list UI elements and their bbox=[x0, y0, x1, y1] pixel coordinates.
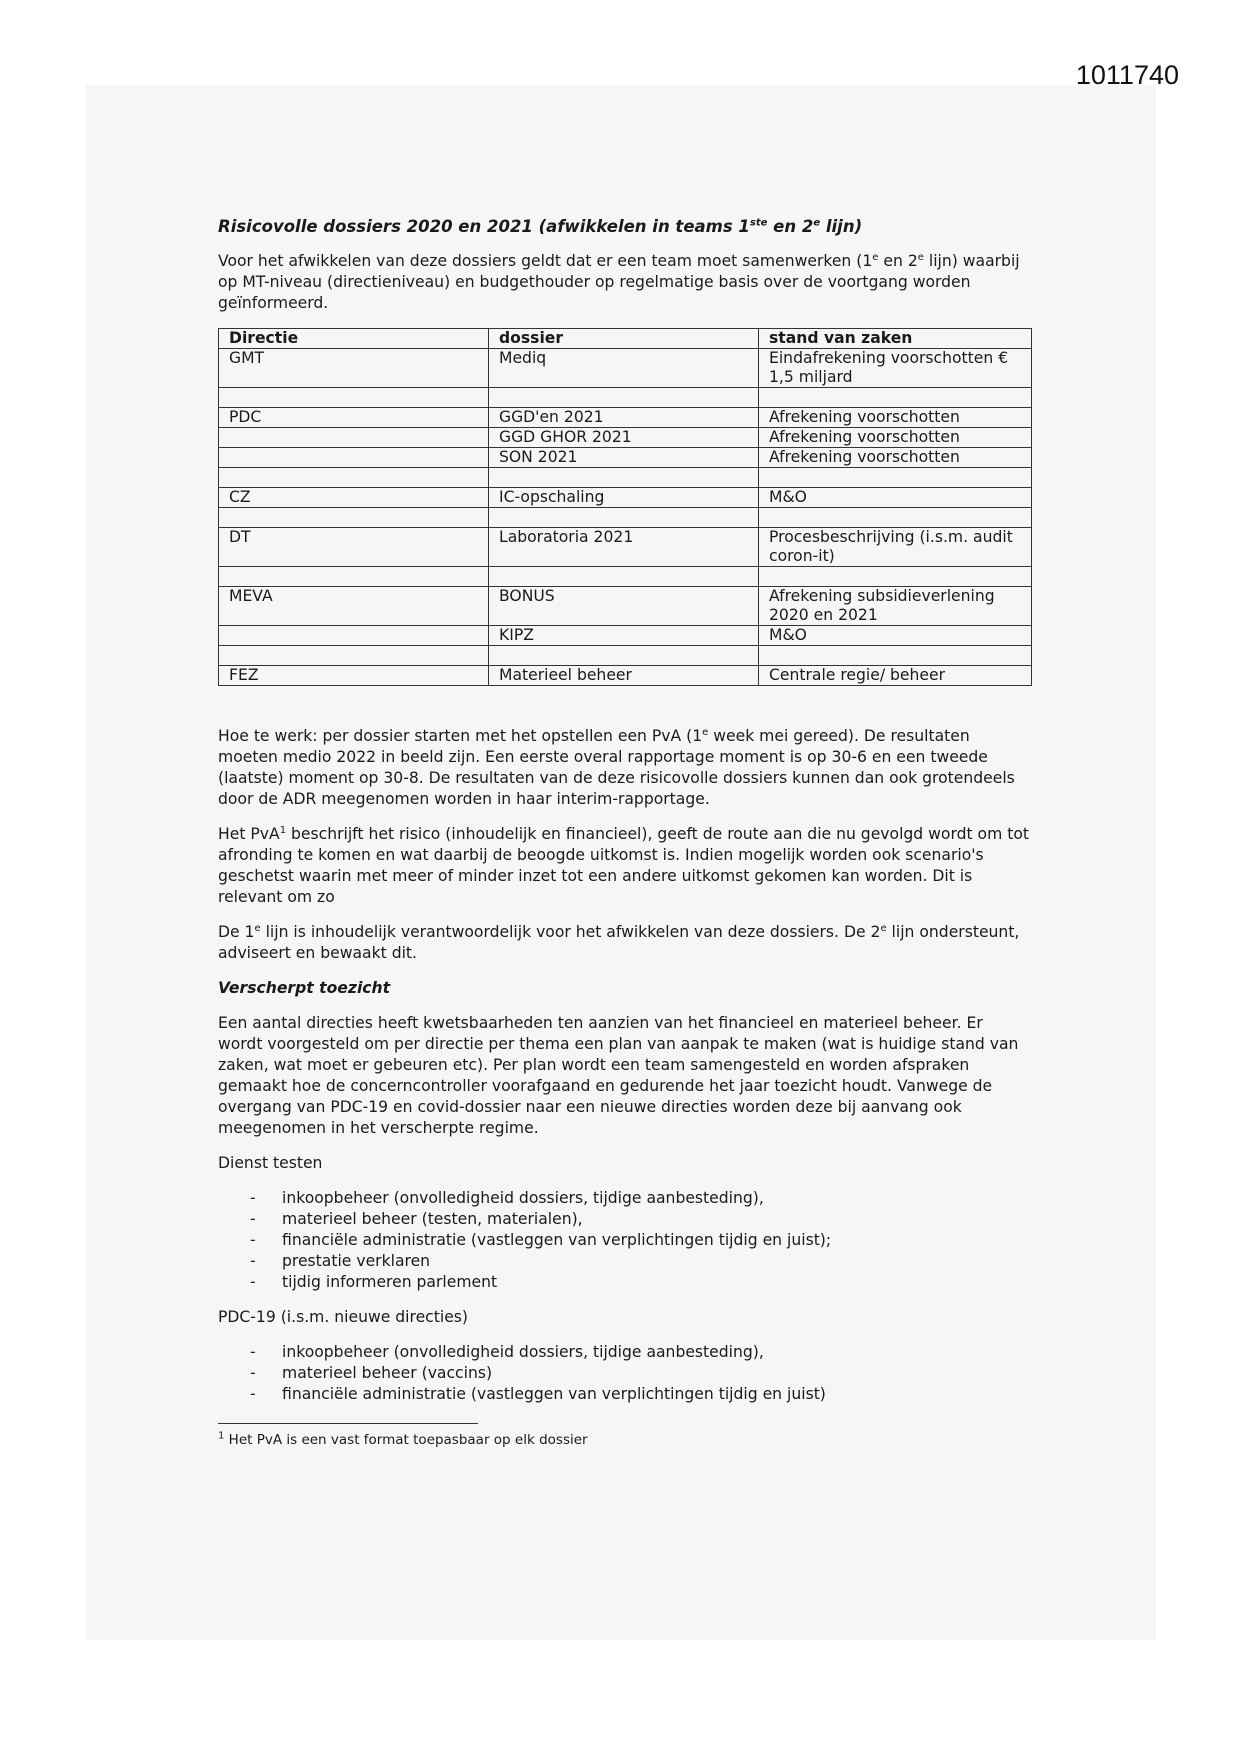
table-row bbox=[219, 488, 1032, 508]
table-row bbox=[219, 388, 1032, 408]
table-cell bbox=[219, 567, 489, 587]
table-cell: Centrale regie/ beheer bbox=[759, 666, 1032, 686]
table-cell bbox=[759, 567, 1032, 587]
table-row bbox=[219, 508, 1032, 528]
pva-paragraph: Het PvA$^1$ beschrijft het risico (inhoudelijk en financieel), geeft de route aan die nu gevolgd wordt om tot afronding te komen en wat daarbij de beoogde uitkomst is. Indien mogelijk worden ook scenario's geschetst waarin met meer of minder inzet tot een andere uitkomst gekomen kan worden. Dit is relevant om zo bbox=[218, 824, 1030, 906]
table-cell: M&O bbox=[759, 626, 1032, 646]
table-cell: Afrekening subsidieverlening 2020 en 2021 bbox=[759, 587, 1032, 626]
table-cell: Laboratoria 2021 bbox=[489, 528, 759, 567]
table-cell: Procesbeschrijving (i.s.m. audit coron-it) bbox=[759, 528, 1032, 567]
table-cell bbox=[489, 508, 759, 528]
section-heading: Risicovolle dossiers 2020 en 2021 (afwikkelen in teams 1ste en 2e lijn) bbox=[218, 217, 863, 236]
subheading: Verscherpt toezicht bbox=[218, 979, 391, 997]
table-cell: M&O bbox=[759, 488, 1032, 508]
table-cell: Afrekening voorschotten bbox=[759, 448, 1032, 468]
table-row bbox=[219, 646, 1032, 666]
table-cell bbox=[489, 646, 759, 666]
table-row bbox=[219, 448, 1032, 468]
table-row bbox=[219, 528, 1032, 567]
pdc19-list bbox=[218, 1342, 1030, 1405]
footnote-reference[interactable]: 1 bbox=[279, 824, 287, 836]
table-row bbox=[219, 408, 1032, 428]
table-cell: GGD GHOR 2021 bbox=[489, 428, 759, 448]
list-item: - prestatie verklaren bbox=[218, 1251, 1030, 1272]
dienst-testen-list bbox=[218, 1188, 1030, 1293]
table-cell: Mediq bbox=[489, 349, 759, 388]
table-cell: Afrekening voorschotten bbox=[759, 428, 1032, 448]
table-cell: PDC bbox=[219, 408, 489, 428]
table-cell bbox=[759, 508, 1032, 528]
intro-paragraph: Voor het afwikkelen van deze dossiers geldt dat er een team moet samenwerken (1e en 2e lijn) waarbij op MT-niveau (directieniveau) en budgethouder op regelmatige basis over de voortgang worden geïnformeerd. bbox=[218, 251, 1020, 312]
list-item: - inkoopbeheer (onvolledigheid dossiers, tijdige aanbesteding), bbox=[218, 1188, 1030, 1209]
table-row bbox=[219, 666, 1032, 686]
table-cell: Materieel beheer bbox=[489, 666, 759, 686]
table-cell: CZ bbox=[219, 488, 489, 508]
list-item: - financiële administratie (vastleggen van verplichtingen tijdig en juist) bbox=[218, 1384, 1030, 1405]
table-cell: KIPZ bbox=[489, 626, 759, 646]
table-cell bbox=[489, 468, 759, 488]
list-title: PDC-19 (i.s.m. nieuwe directies) bbox=[218, 1308, 468, 1326]
list-item: - financiële administratie (vastleggen van verplichtingen tijdig en juist); bbox=[218, 1230, 1030, 1251]
table-cell: Afrekening voorschotten bbox=[759, 408, 1032, 428]
table-row bbox=[219, 468, 1032, 488]
column-header: dossier bbox=[489, 329, 759, 349]
table-row bbox=[219, 567, 1032, 587]
table-cell bbox=[219, 646, 489, 666]
table-cell: IC-opschaling bbox=[489, 488, 759, 508]
table-cell bbox=[219, 468, 489, 488]
dossier-table bbox=[218, 328, 1032, 686]
table-cell bbox=[489, 567, 759, 587]
table-cell bbox=[219, 448, 489, 468]
table-cell bbox=[219, 388, 489, 408]
column-header: stand van zaken bbox=[759, 329, 1032, 349]
footnote: $^1$ Het PvA is een vast format toepasbaar op elk dossier bbox=[218, 1430, 588, 1448]
table-row bbox=[219, 626, 1032, 646]
column-header: Directie bbox=[219, 329, 489, 349]
table-cell: SON 2021 bbox=[489, 448, 759, 468]
table-cell bbox=[219, 428, 489, 448]
list-item: - materieel beheer (vaccins) bbox=[218, 1363, 1030, 1384]
table-row bbox=[219, 587, 1032, 626]
list-item: - materieel beheer (testen, materialen), bbox=[218, 1209, 1030, 1230]
footnote-divider bbox=[218, 1423, 478, 1424]
table-cell: GMT bbox=[219, 349, 489, 388]
list-item: - tijdig informeren parlement bbox=[218, 1272, 1030, 1293]
table-header-row bbox=[219, 329, 1032, 349]
table-cell: MEVA bbox=[219, 587, 489, 626]
toezicht-paragraph: Een aantal directies heeft kwetsbaarheden ten aanzien van het financieel en materieel beheer. Er wordt voorgesteld om per directie per thema een plan van aanpak te maken (wat is huidige stand van zaken, wat moet er gebeuren etc). Per plan wordt een team samengesteld en worden afspraken gemaakt hoe de concerncontroller voorafgaand en gedurende het jaar toezicht houdt. Vanwege de overgang van PDC-19 en covid-dossier naar een nieuwe directies worden deze bij aanvang ook meegenomen in het verscherpte regime. bbox=[218, 1014, 1019, 1137]
list-title: Dienst testen bbox=[218, 1154, 323, 1172]
list-item: - inkoopbeheer (onvolledigheid dossiers, tijdige aanbesteding), bbox=[218, 1342, 1030, 1363]
table-row bbox=[219, 349, 1032, 388]
table-cell bbox=[219, 508, 489, 528]
table-row bbox=[219, 428, 1032, 448]
table-cell bbox=[219, 626, 489, 646]
table-cell bbox=[759, 468, 1032, 488]
table-cell: GGD'en 2021 bbox=[489, 408, 759, 428]
table-cell: BONUS bbox=[489, 587, 759, 626]
table-cell bbox=[759, 388, 1032, 408]
lijn-paragraph: De 1e lijn is inhoudelijk verantwoordelijk voor het afwikkelen van deze dossiers. De 2e lijn ondersteunt, adviseert en bewaakt dit. bbox=[218, 922, 1020, 962]
document-number: 1011740 bbox=[1075, 60, 1179, 90]
table-cell: Eindafrekening voorschotten € 1,5 miljard bbox=[759, 349, 1032, 388]
document-body bbox=[218, 216, 1030, 1451]
table-cell: FEZ bbox=[219, 666, 489, 686]
werkwijze-paragraph: Hoe te werk: per dossier starten met het opstellen een PvA (1e week mei gereed). De resultaten moeten medio 2022 in beeld zijn. Een eerste overal rapportage moment is op 30-6 en een tweede (laatste) moment op 30-8. De resultaten van de deze risicovolle dossiers kunnen dan ook grotendeels door de ADR meegenomen worden in haar interim-rapportage. bbox=[218, 726, 1015, 808]
table-cell bbox=[489, 388, 759, 408]
table-cell: DT bbox=[219, 528, 489, 567]
table-cell bbox=[759, 646, 1032, 666]
